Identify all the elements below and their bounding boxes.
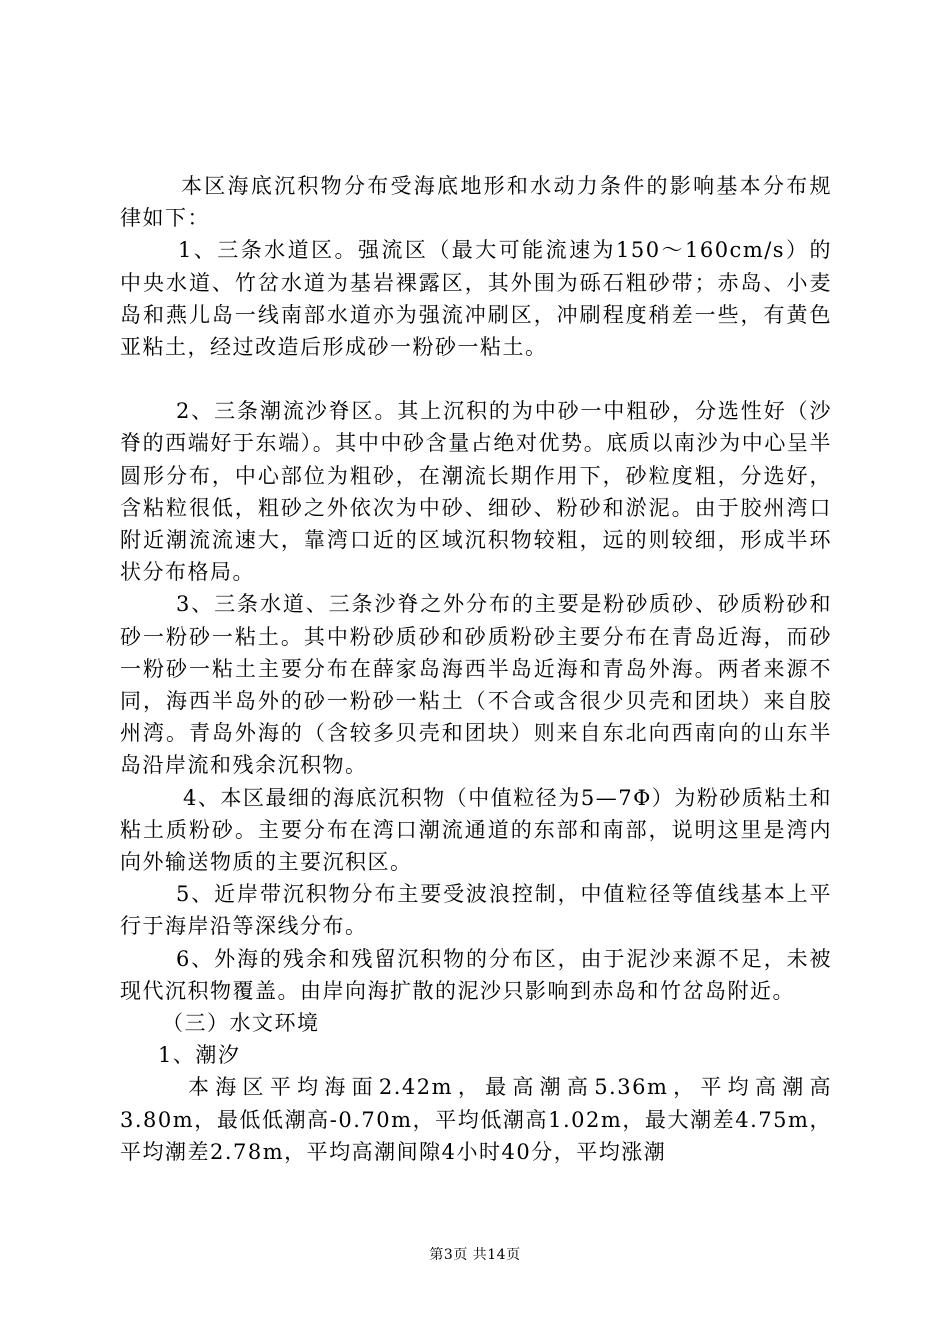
paragraph-nearshore: 5、近岸带沉积物分布主要受波浪控制，中值粒径等值线基本上平行于海岸沿等深线分布。 [120,882,832,939]
page-footer: 第3页 共14页 [429,1247,521,1263]
paragraph-tide-data: 本海区平均海面2.42m，最高潮高5.36m，平均高潮高3.80m，最低低潮高-0.70m，平均低潮高1.02m，最大潮差4.75m，平均潮差2.78m，平均高潮间隙4小时40分，平均涨潮 [120,1075,832,1164]
document-body [120,170,832,1168]
paragraph-offshore-residual: 6、外海的残余和残留沉积物的分布区，由于泥沙来源不足，未被现代沉积物覆盖。由岸向海扩散的泥沙只影响到赤岛和竹岔岛附近。 [120,946,832,1003]
section-heading-hydrology: （三）水文环境 [162,1011,320,1036]
paragraph-finest-sediment: 4、本区最细的海底沉积物（中值粒径为5—7Φ）为粉砂质粘土和粘土质粉砂。主要分布在湾口潮流通道的东部和南部，说明这里是湾内向外输送物质的主要沉积区。 [120,785,832,875]
paragraph-outer-distribution: 3、三条水道、三条沙脊之外分布的主要是粉砂质砂、砂质粉砂和砂一粉砂一粘土。其中粉砂质砂和砂质粉砂主要分布在青岛近海，而砂一粉砂一粘土主要分布在薛家岛海西半岛近海和青岛外海。两者来源不同，海西半岛外的砂一粉砂一粘土（不合或含很少贝壳和团块）来自胶州湾。青岛外海的（含较多贝壳和团块）则来自东北向西南向的山东半岛沿岸流和残余沉积物。 [120,592,832,778]
paragraph-channels: 1、三条水道区。强流区（最大可能流速为150～160cm/s）的中央水道、竹岔水道为基岩裸露区，其外围为砾石粗砂带；赤岛、小麦岛和燕儿岛一线南部水道亦为强流冲刷区，冲刷程度稍差一些，有黄色亚粘土，经过改造后形成砂一粉砂一粘土。 [120,238,832,360]
paragraph-sand-ridges: 2、三条潮流沙脊区。其上沉积的为中砂一中粗砂，分选性好（沙脊的西端好于东端）。其中中砂含量占绝对优势。底质以南沙为中心呈半圆形分布，中心部位为粗砂，在潮流长期作用下，砂粒度粗，分选好，含粘粒很低，粗砂之外依次为中砂、细砂、粉砂和淤泥。由于胶州湾口附近潮流流速大，靠湾口近的区域沉积物较粗，远的则较细，形成半环状分布格局。 [120,399,832,585]
intro-paragraph: 本区海底沉积物分布受海底地形和水动力条件的影响基本分布规律如下： [120,174,832,231]
subsection-heading-tide: 1、潮汐 [158,1043,241,1068]
